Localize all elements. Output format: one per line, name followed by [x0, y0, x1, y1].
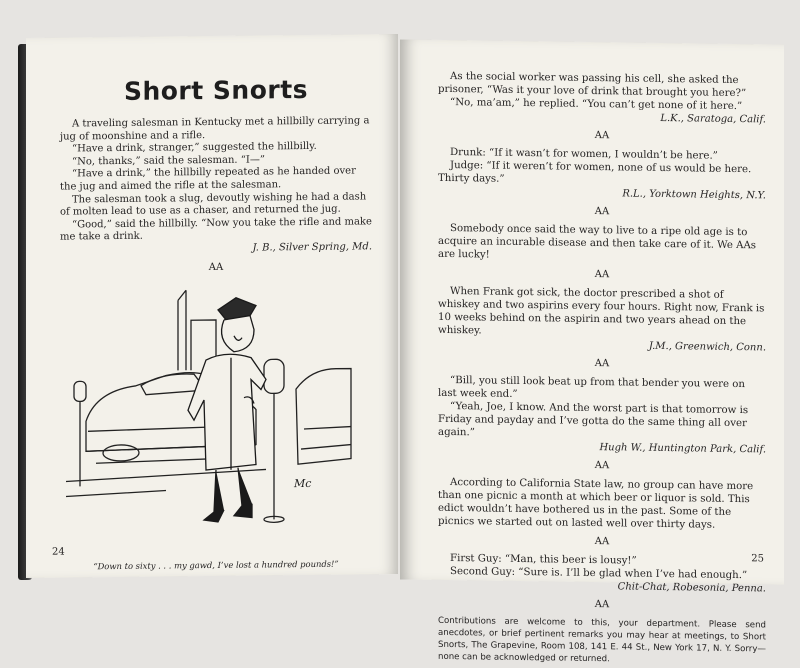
- joke-line: When Frank got sick, the doctor prescribed a shot of whiskey and two aspirins every four hours. Right now, Frank is 10 weeks behind on the aspirin and two years ahead on the whiskey.: [438, 286, 765, 337]
- cartoon-caption: “Down to sixty . . . my gawd, I’ve lost a hundred pounds!”: [93, 558, 339, 571]
- hillbilly-story: [60, 115, 372, 275]
- joke-line: “No, ma’am,” he replied. “You can’t get none of it here.”: [450, 97, 743, 113]
- joke-entry: [438, 552, 766, 596]
- joke-credit: Chit-Chat, Robesonia, Penna.: [617, 581, 766, 595]
- story-paragraph: “Good,” said the hillbilly. “Now you take the rifle and make me take a drink.: [60, 216, 372, 243]
- separator: AA: [594, 599, 610, 611]
- joke-line: Judge: “If it weren’t for women, none of us would be here. Thirty days.”: [438, 160, 752, 185]
- joke-entry: [438, 476, 766, 533]
- story-paragraph: “Have a drink, stranger,” suggested the hillbilly.: [72, 141, 317, 155]
- page-title: Short Snorts: [123, 74, 309, 106]
- left-page: [26, 34, 398, 578]
- page-number: 24: [52, 546, 65, 558]
- joke-line: First Guy: “Man, this beer is lousy!”: [450, 553, 637, 567]
- story-paragraph: “Have a drink,” the hillbilly repeated as he handed over the jug and aimed the rifle at the salesman.: [60, 165, 356, 193]
- separator: AA: [594, 460, 610, 472]
- page-number: 25: [751, 553, 764, 565]
- separator: AA: [594, 536, 610, 548]
- open-magazine: [8, 36, 794, 665]
- joke-entry: [438, 374, 766, 457]
- cartoon-signature: Mc: [294, 476, 312, 490]
- story-paragraph: “No, thanks,” said the salesman. “I—”: [72, 154, 265, 168]
- joke-line: As the social worker was passing his cell, she asked the prisoner, “Was it your love of drink that brought you here?”: [438, 71, 747, 100]
- joke-entry: [438, 222, 766, 266]
- joke-line: “Bill, you still look beat up from that bender you were on last week end.”: [438, 375, 745, 400]
- story-credit: J. B., Silver Spring, Md.: [252, 241, 372, 254]
- separator: AA: [594, 269, 610, 281]
- joke-entry: [438, 70, 766, 127]
- separator: AA: [594, 358, 610, 370]
- story-paragraph: A traveling salesman in Kentucky met a hillbilly carrying a jug of moonshine and a rifle.: [60, 115, 370, 143]
- separator: AA: [208, 261, 224, 273]
- separator: AA: [594, 130, 610, 142]
- parking-meter-cartoon: [66, 278, 366, 551]
- cartoon-illustration: [66, 278, 366, 551]
- joke-line: Drunk: “If it wasn’t for women, I wouldn’t be here.”: [450, 147, 718, 162]
- right-page: [400, 39, 784, 665]
- joke-credit: R.L., Yorktown Heights, N.Y.: [622, 188, 766, 202]
- joke-line: Somebody once said the way to live to a ripe old age is to acquire an incurable disease and then take care of it. We AAs are lucky!: [438, 223, 757, 261]
- joke-entry: [438, 146, 766, 203]
- contributions-note: Contributions are welcome to this, your department. Please send anecdotes, or brief pertinent remarks you may hear at meetings, to Short Snorts, The Grapevine, Room 108, 141 E. 44 St., New York 17, N. Y. Sorry—none can be acknowledged or returned.: [438, 615, 766, 665]
- joke-credit: L.K., Saratoga, Calif.: [660, 112, 766, 126]
- joke-line: “Yeah, Joe, I know. And the worst part is that tomorrow is Friday and payday and I’ve gotta do the same thing all over again.”: [438, 401, 749, 439]
- joke-credit: Hugh W., Huntington Park, Calif.: [599, 442, 766, 456]
- joke-line: According to California State law, no group can have more than one picnic a month at which beer or liquor is sold. This edict wouldn’t have bothered us in the past. Some of the picnics we started out on lasted well over thirty days.: [438, 477, 754, 531]
- joke-credit: J.M., Greenwich, Conn.: [648, 340, 766, 354]
- joke-line: Second Guy: “Sure is. I’ll be glad when I’ve had enough.”: [450, 566, 748, 582]
- joke-entry: [438, 285, 766, 355]
- separator: AA: [594, 206, 610, 218]
- story-paragraph: The salesman took a slug, devoutly wishing he had a dash of molten lead to use as a chaser, and returned the jug.: [60, 190, 367, 218]
